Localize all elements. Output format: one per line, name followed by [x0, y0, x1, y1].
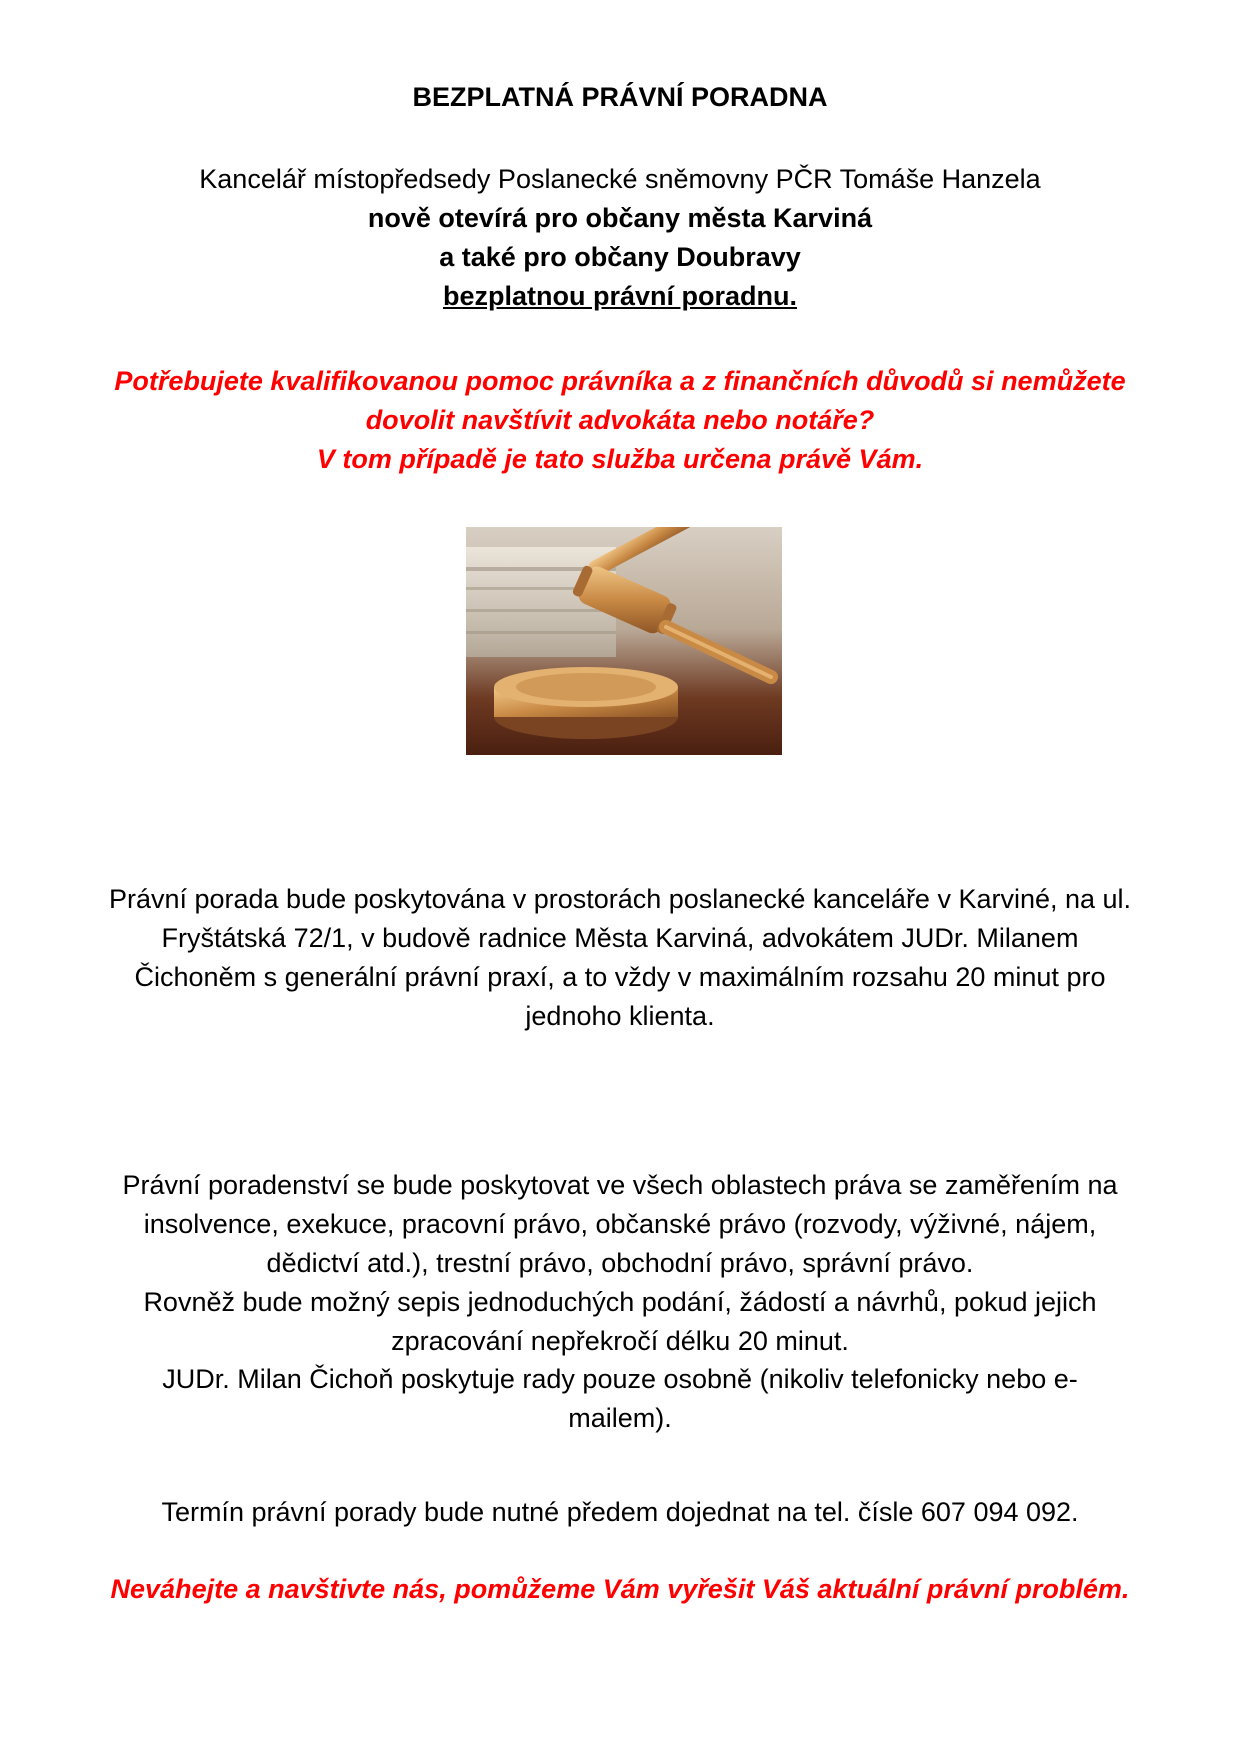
question-line-3: V tom případě je tato služba určena právě Vám.	[316, 443, 924, 474]
gavel-photo	[466, 527, 782, 755]
paragraph2-line-7: mailem).	[568, 1403, 672, 1434]
paragraph2-line-2: insolvence, exekuce, pracovní právo, občanské právo (rozvody, výživné, nájem,	[143, 1208, 1097, 1239]
closing-line-1: Neváhejte a navštivte nás, pomůžeme Vám vyřešit Váš aktuální právní problém.	[110, 1574, 1130, 1604]
paragraph3-line-1: Termín právní porady bude nutné předem dojednat na tel. čísle 607 094 092.	[161, 1497, 1079, 1527]
intro-line-doubrava: a také pro občany Doubravy	[439, 241, 801, 272]
paragraph2-line-1: Právní poradenství se bude poskytovat ve všech oblastech práva se zaměřením na	[122, 1170, 1118, 1200]
paragraph2-line-4: Rovněž bude možný sepis jednoduchých podání, žádostí a návrhů, pokud jejich	[143, 1286, 1097, 1317]
paragraph-appointment	[40, 1493, 1200, 1532]
paragraph1-line-2: Fryštátská 72/1, v budově radnice Města Karviná, advokátem JUDr. Milanem	[161, 922, 1079, 953]
paragraph-location	[40, 880, 1200, 1036]
paragraph1-line-1: Právní porada bude poskytována v prostorách poslanecké kanceláře v Karviné, na ul.	[108, 884, 1132, 914]
intro-section	[40, 160, 1200, 316]
paragraph-areas	[40, 1166, 1200, 1438]
title-text: BEZPLATNÁ PRÁVNÍ PORADNA	[412, 82, 828, 112]
intro-line-karvina: nově otevírá pro občany města Karviná	[367, 202, 873, 233]
question-line-1: Potřebujete kvalifikovanou pomoc právníka a z finančních důvodů si nemůžete	[114, 366, 1126, 396]
question-line-2: dovolit navštívit advokáta nebo notáře?	[365, 404, 875, 435]
intro-line-office: Kancelář místopředsedy Poslanecké sněmovny PČR Tomáše Hanzela	[199, 164, 1041, 194]
paragraph1-line-3: Čichoněm s generální právní praxí, a to vždy v maximálním rozsahu 20 minut pro	[134, 961, 1106, 992]
question-section	[40, 362, 1200, 479]
paragraph2-line-6: JUDr. Milan Čichoň poskytuje rady pouze osobně (nikoliv telefonicky nebo e-	[162, 1364, 1078, 1395]
paragraph2-line-3: dědictví atd.), trestní právo, obchodní právo, správní právo.	[266, 1247, 974, 1278]
document-title	[40, 78, 1200, 117]
paragraph1-line-4: jednoho klienta.	[525, 1000, 715, 1031]
closing-message	[40, 1570, 1200, 1609]
paragraph2-line-5: zpracování nepřekročí délku 20 minut.	[391, 1325, 849, 1356]
intro-line-free-advice: bezplatnou právní poradnu.	[442, 280, 797, 311]
